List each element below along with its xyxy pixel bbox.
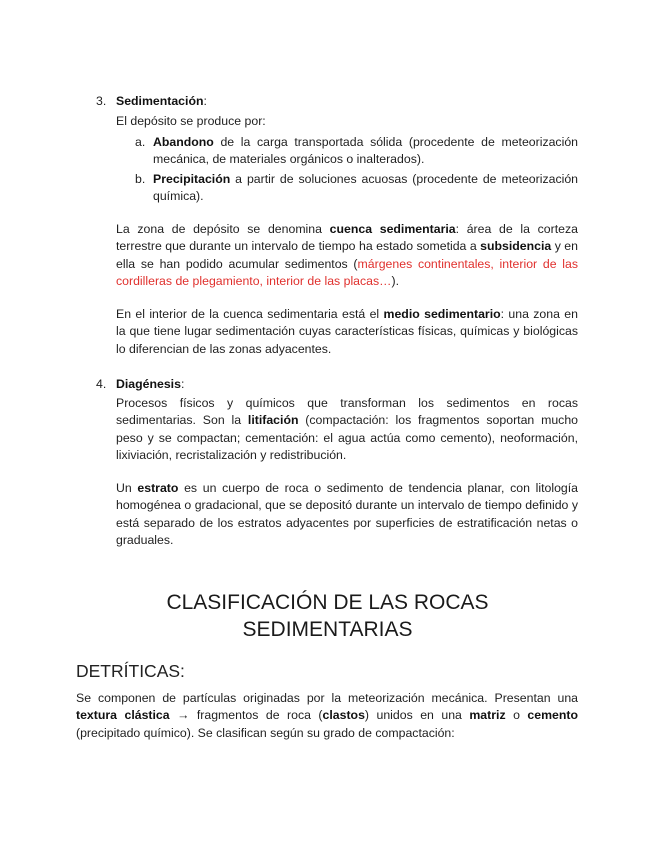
item-3-title-suffix: : <box>203 94 207 108</box>
estrato-paragraph <box>116 480 578 549</box>
sub-b-letter: b. <box>135 172 146 186</box>
text-run: Un <box>116 481 138 495</box>
item-3-heading <box>116 93 207 110</box>
term-cemento: cemento <box>527 708 578 723</box>
sub-b-body: a partir de soluciones acuosas (procedente de meteorización química). <box>153 172 578 204</box>
item-4-title: Diagénesis <box>116 377 181 391</box>
section-heading-line-1: CLASIFICACIÓN DE LAS ROCAS <box>166 591 489 614</box>
section-heading-line-2: SEDIMENTARIAS <box>242 618 413 641</box>
diagenesis-paragraph <box>116 395 578 464</box>
item-4-number: 4. <box>96 377 107 391</box>
text-run: ). <box>391 273 399 288</box>
text-run: (precipitado químico). Se clasifican según su grado de compactación: <box>76 725 455 740</box>
text-run: Procesos físicos y químicos que transforman los sedimentos en rocas sedimentarias. Son la <box>116 396 578 428</box>
text-run: La zona de depósito se denomina <box>116 222 330 236</box>
item-3-intro: El depósito se produce por: <box>116 114 266 128</box>
sub-a-text <box>153 134 578 169</box>
term-estrato: estrato <box>137 481 179 495</box>
text-run: ) unidos en una <box>364 708 470 723</box>
medio-paragraph <box>116 306 578 358</box>
text-run: → fragmentos de roca ( <box>169 708 323 723</box>
sub-a-term: Abandono <box>153 135 214 149</box>
item-3-number: 3. <box>96 94 107 108</box>
term-subsidencia: subsidencia <box>480 239 552 254</box>
text-run: y en ella se han podido acumular sedimentos ( <box>116 239 578 271</box>
subsection-title: DETRÍTICAS: <box>76 661 185 681</box>
text-run: (compactación: los fragmentos soportan mucho peso y se compactan; cementación: el agua actúa como cemento), neoformación, lixiviación, recristalización y redistribución. <box>116 413 578 462</box>
term-clastos: clastos <box>322 708 365 723</box>
item-4-title-suffix: : <box>180 377 185 391</box>
term-litifacion: litifación <box>247 413 299 428</box>
term-matriz: matriz <box>469 708 506 723</box>
item-3-title: Sedimentación <box>116 94 204 108</box>
sub-a-body: de la carga transportada sólida (procedente de meteorización mecánica, de materiales orgánicos o inalterados). <box>153 135 578 167</box>
item-4-heading <box>116 376 184 393</box>
sub-b-text <box>153 171 578 206</box>
cuenca-paragraph <box>116 221 578 290</box>
text-run: Se componen de partículas originadas por la meteorización mecánica. Presentan una <box>76 691 578 705</box>
term-cuenca-sedimentaria: cuenca sedimentaria <box>329 222 456 236</box>
sub-a-letter: a. <box>135 135 146 149</box>
term-medio-sedimentario: medio sedimentario <box>383 307 501 321</box>
text-run: : una zona en la que tiene lugar sedimentación cuyas características físicas, químicas y biológicas lo diferencian de las zonas adyacentes. <box>116 307 578 356</box>
text-run: o <box>505 708 528 723</box>
text-run: En el interior de la cuenca sedimentaria está el <box>116 307 384 321</box>
text-run: es un cuerpo de roca o sedimento de tendencia planar, con litología homogénea o gradacional, que se depositó durante un intervalo de tiempo definido y está separado de los estratos adyacentes por superficies de estratificación netas o graduales. <box>116 481 578 547</box>
sub-b-term: Precipitación <box>153 172 231 186</box>
red-examples: márgenes continentales, interior de las cordilleras de plegamiento, interior de las placas… <box>116 256 579 288</box>
term-textura-clastica: textura clástica <box>76 708 170 723</box>
text-run: : área de la corteza terrestre que durante un intervalo de tiempo ha estado sometida a <box>116 222 578 254</box>
detriticas-paragraph <box>76 690 578 742</box>
